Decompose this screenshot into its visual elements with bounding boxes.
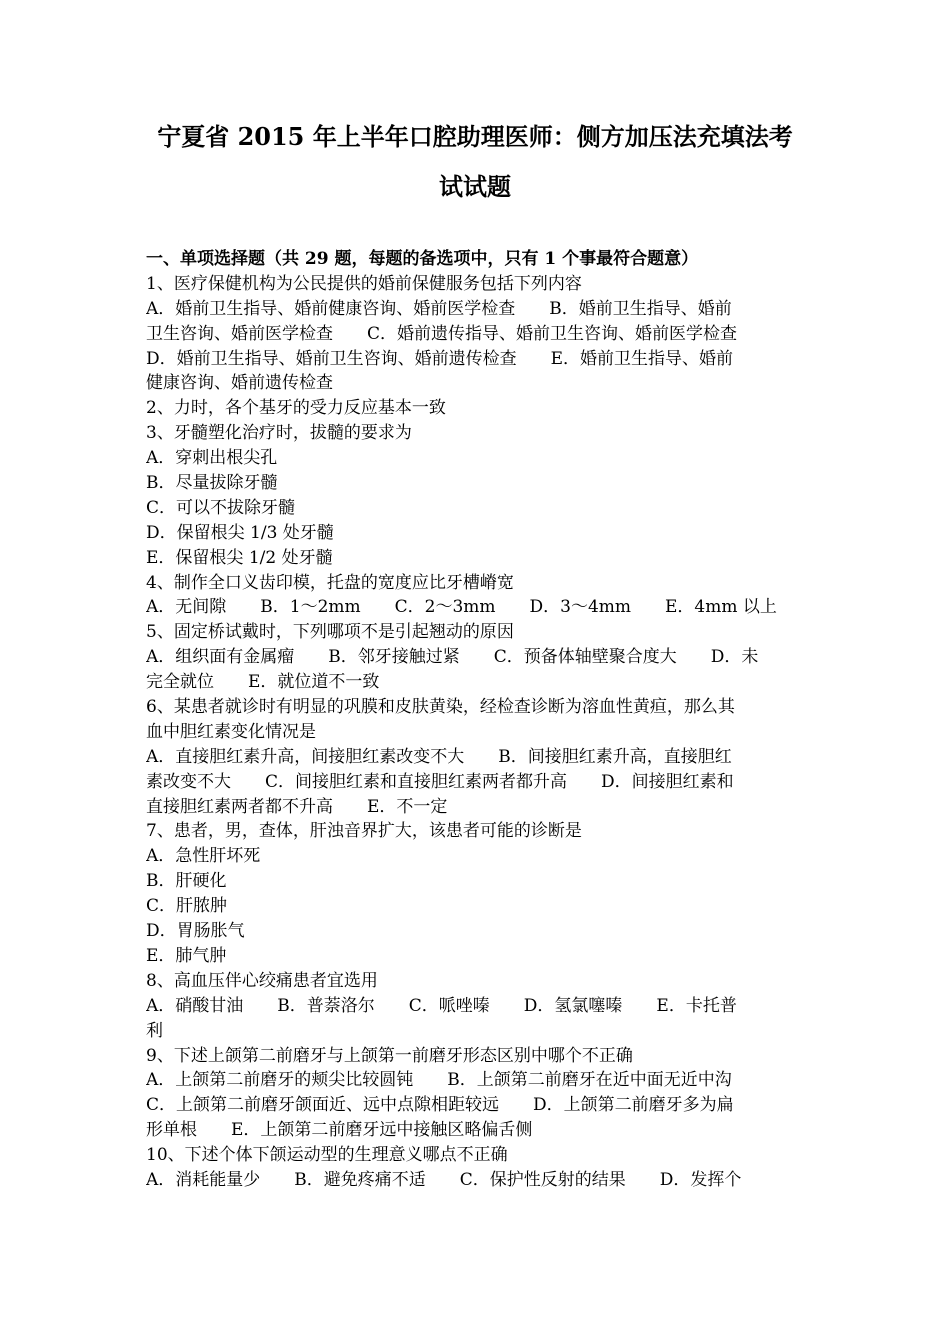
title-line-2: 试试题 <box>439 172 511 201</box>
document-title <box>100 112 850 212</box>
text-line: C．可以不拔除牙髓 <box>146 497 296 518</box>
text-line: A．穿刺出根尖孔 <box>146 448 278 469</box>
text-line: 6、某患者就诊时有明显的巩膜和皮肤黄染，经检查诊断为溶血性黄疸，那么其 <box>146 697 735 718</box>
text-line: 8、高血压伴心绞痛患者宜选用 <box>146 970 378 991</box>
section-heading: 一、单项选择题（共 29 题，每题的备选项中，只有 1 个事最符合题意） <box>146 249 699 269</box>
text-line: 3、牙髓塑化治疗时，拔髓的要求为 <box>146 423 412 444</box>
text-line: A．硝酸甘油 B．普萘洛尔 C．哌唑嗪 D．氢氯噻嗪 E．卡托普 <box>146 995 737 1016</box>
text-line: A．上颌第二前磨牙的颊尖比较圆钝 B．上颌第二前磨牙在近中面无近中沟 <box>146 1070 732 1091</box>
text-line: A．急性肝坏死 <box>146 846 261 867</box>
text-line: A．直接胆红素升高，间接胆红素改变不大 B．间接胆红素升高，直接胆红 <box>146 746 732 767</box>
text-line: D．保留根尖 1/3 处牙髓 <box>146 522 334 543</box>
text-line: 1、医疗保健机构为公民提供的婚前保健服务包括下列内容 <box>146 273 582 294</box>
text-line: E．肺气肿 <box>146 945 227 966</box>
text-line: D．婚前卫生指导、婚前卫生咨询、婚前遗传检查 E．婚前卫生指导、婚前 <box>146 348 734 369</box>
text-line: 卫生咨询、婚前医学检查 C．婚前遗传指导、婚前卫生咨询、婚前医学检查 <box>146 323 738 344</box>
text-line: 7、患者，男，查体，肝浊音界扩大，该患者可能的诊断是 <box>146 821 582 842</box>
text-line: B．肝硬化 <box>146 871 227 892</box>
text-line: A．无间隙 B．1～2mm C．2～3mm D．3～4mm E．4mm 以上 <box>146 597 777 618</box>
text-line: C．上颌第二前磨牙颌面近、远中点隙相距较远 D．上颌第二前磨牙多为扁 <box>146 1095 734 1116</box>
text-line: A．消耗能量少 B．避免疼痛不适 C．保护性反射的结果 D．发挥个 <box>146 1169 742 1190</box>
question-lines <box>146 272 810 1193</box>
document-body <box>146 247 810 1193</box>
text-line: 形单根 E．上颌第二前磨牙远中接触区略偏舌侧 <box>146 1120 533 1141</box>
text-line: 素改变不大 C．间接胆红素和直接胆红素两者都升高 D．间接胆红素和 <box>146 771 734 792</box>
text-line: 完全就位 E．就位道不一致 <box>146 672 380 693</box>
text-line: E．保留根尖 1/2 处牙髓 <box>146 547 333 568</box>
title-line-1: 宁夏省 2015 年上半年口腔助理医师：侧方加压法充填法考 <box>157 122 793 151</box>
text-line: B．尽量拔除牙髓 <box>146 473 278 494</box>
text-line: 健康咨询、婚前遗传检查 <box>146 373 333 394</box>
text-line: A．婚前卫生指导、婚前健康咨询、婚前医学检查 B．婚前卫生指导、婚前 <box>146 298 732 319</box>
text-line: A．组织面有金属瘤 B．邻牙接触过紧 C．预备体轴壁聚合度大 D．未 <box>146 647 759 668</box>
text-line: 5、固定桥试戴时，下列哪项不是引起翘动的原因 <box>146 622 514 643</box>
text-line: 4、制作全口义齿印模，托盘的宽度应比牙槽嵴宽 <box>146 572 514 593</box>
text-line: C．肝脓肿 <box>146 896 228 917</box>
text-line: 利 <box>146 1020 163 1041</box>
text-line: 9、下述上颌第二前磨牙与上颌第一前磨牙形态区别中哪个不正确 <box>146 1045 633 1066</box>
text-line: 10、下述个体下颌运动型的生理意义哪点不正确 <box>146 1145 508 1166</box>
text-line: 血中胆红素变化情况是 <box>146 721 316 742</box>
text-line: D．胃肠胀气 <box>146 921 245 942</box>
text-line: 2、力时，各个基牙的受力反应基本一致 <box>146 398 446 419</box>
text-line: 直接胆红素两者都不升高 E．不一定 <box>146 796 448 817</box>
